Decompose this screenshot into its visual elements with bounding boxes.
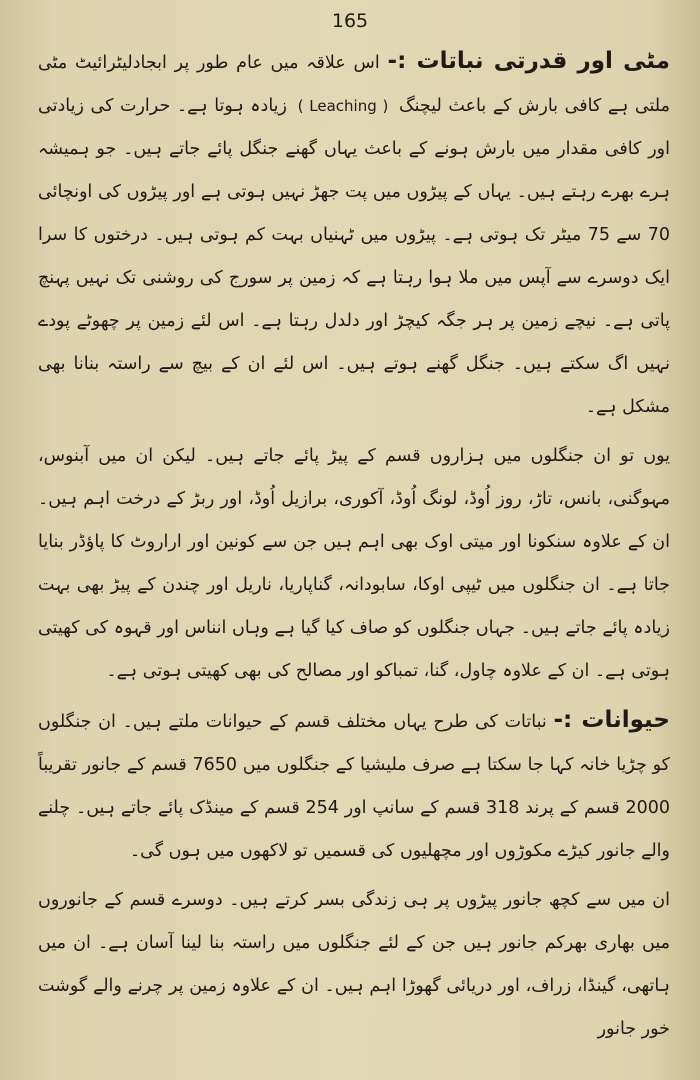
paragraph-animal-habitats: ان میں سے کچھ جانور پیڑوں پر ہی زندگی بسر کرتے ہیں۔ دوسرے قسم کے جانوروں میں بھاری بھرکم جانور ہیں جن کے لئے جنگلوں میں راستہ بنا لینا آسان ہے۔ ان میں ہاتھی، گینڈا، زراف، اور دریائی گھوڑا اہم ہیں۔ ان کے علاوہ زمین پر چرنے والے گوشت خور جانور bbox=[38, 890, 670, 1039]
soil-text-before-term: اس علاقہ میں عام طور پر ابجادلیٹرائیٹ مٹی ملتی ہے کافی بارش کے باعث لیچنگ bbox=[38, 53, 670, 116]
paragraph-soil-and-vegetation bbox=[38, 40, 670, 429]
heading-animals: حیوانات :- bbox=[553, 707, 670, 733]
animals-text: نباتات کی طرح یہاں مختلف قسم کے حیوانات ملتے ہیں۔ ان جنگلوں کو چڑیا خانہ کہا جا سکتا ہے صرف ملیشیا کے جنگلوں میں 7650 قسم کے جانور تقریباً 2000 قسم کے پرند 318 قسم کے سانپ اور 254 قسم کے مینڈک پائے جاتے ہیں۔ چلنے والے جانور کیڑے مکوڑوں اور مچھلیوں کی قسمیں تو لاکھوں میں ہوں گی۔ bbox=[38, 712, 670, 861]
paragraph-tree-species: یوں تو ان جنگلوں میں ہزاروں قسم کے پیڑ پائے جاتے ہیں۔ لیکن ان میں آبنوس، مہوگنی، بانس، تاڑ، روز اُوڈ، لونگ اُوڈ، آکوری، برازیل اُوڈ، اور ربڑ کے درخت اہم ہیں۔ ان کے علاوہ سنکونا اور میتی اوک بھی اہم ہیں جن سے کونین اور اراروٹ کا پاؤڈر بنایا جاتا ہے۔ ان جنگلوں میں ٹیپی اوکا، سابودانہ، گناپاریا، ناریل اور چندن کے پیڑ بھی بہت زیادہ پائے جاتے ہیں۔ جہاں جنگلوں کو صاف کیا گیا ہے وہاں انناس اور قہوہ کی کھیتی ہوتی ہے۔ ان کے علاوہ چاول، گنا، تمباکو اور مصالح کی بھی کھیتی ہوتی ہے۔ bbox=[38, 446, 670, 681]
soil-text-after-term: زیادہ ہوتا ہے۔ حرارت کی زیادتی اور کافی مقدار میں بارش ہونے کے باعث یہاں گھنے جنگل پائے جاتے ہیں۔ جو ہمیشہ ہرے بھرے رہتے ہیں۔ یہاں کے پیڑوں میں پت جھڑ نہیں ہوتی ہے اور پیڑوں کی اونچائی 70 سے 75 میٹر تک ہوتی ہے۔ پیڑوں میں ٹہنیاں بہت کم ہوتی ہیں۔ درختوں کا سرا ایک دوسرے سے آپس میں ملا ہوا رہتا ہے کہ زمین پر سورج کی روشنی تک نہیں پہنچ پاتی ہے۔ نیچے زمین پر ہر جگہ کیچڑ اور دلدل رہتا ہے۔ اس لئے زمین پر چھوٹے پودے نہیں اگ سکتے ہیں۔ جنگل گھنے ہوتے ہیں۔ اس لئے ان کے بیچ سے راستہ بنانا بھی مشکل ہے۔ bbox=[38, 96, 671, 417]
leaching-term: ( Leaching ) bbox=[297, 97, 389, 115]
heading-soil-and-vegetation: مٹی اور قدرتی نباتات :- bbox=[387, 48, 670, 74]
page-body bbox=[38, 40, 670, 1051]
page-number: 165 bbox=[331, 10, 369, 32]
paragraph-animals bbox=[38, 699, 670, 873]
